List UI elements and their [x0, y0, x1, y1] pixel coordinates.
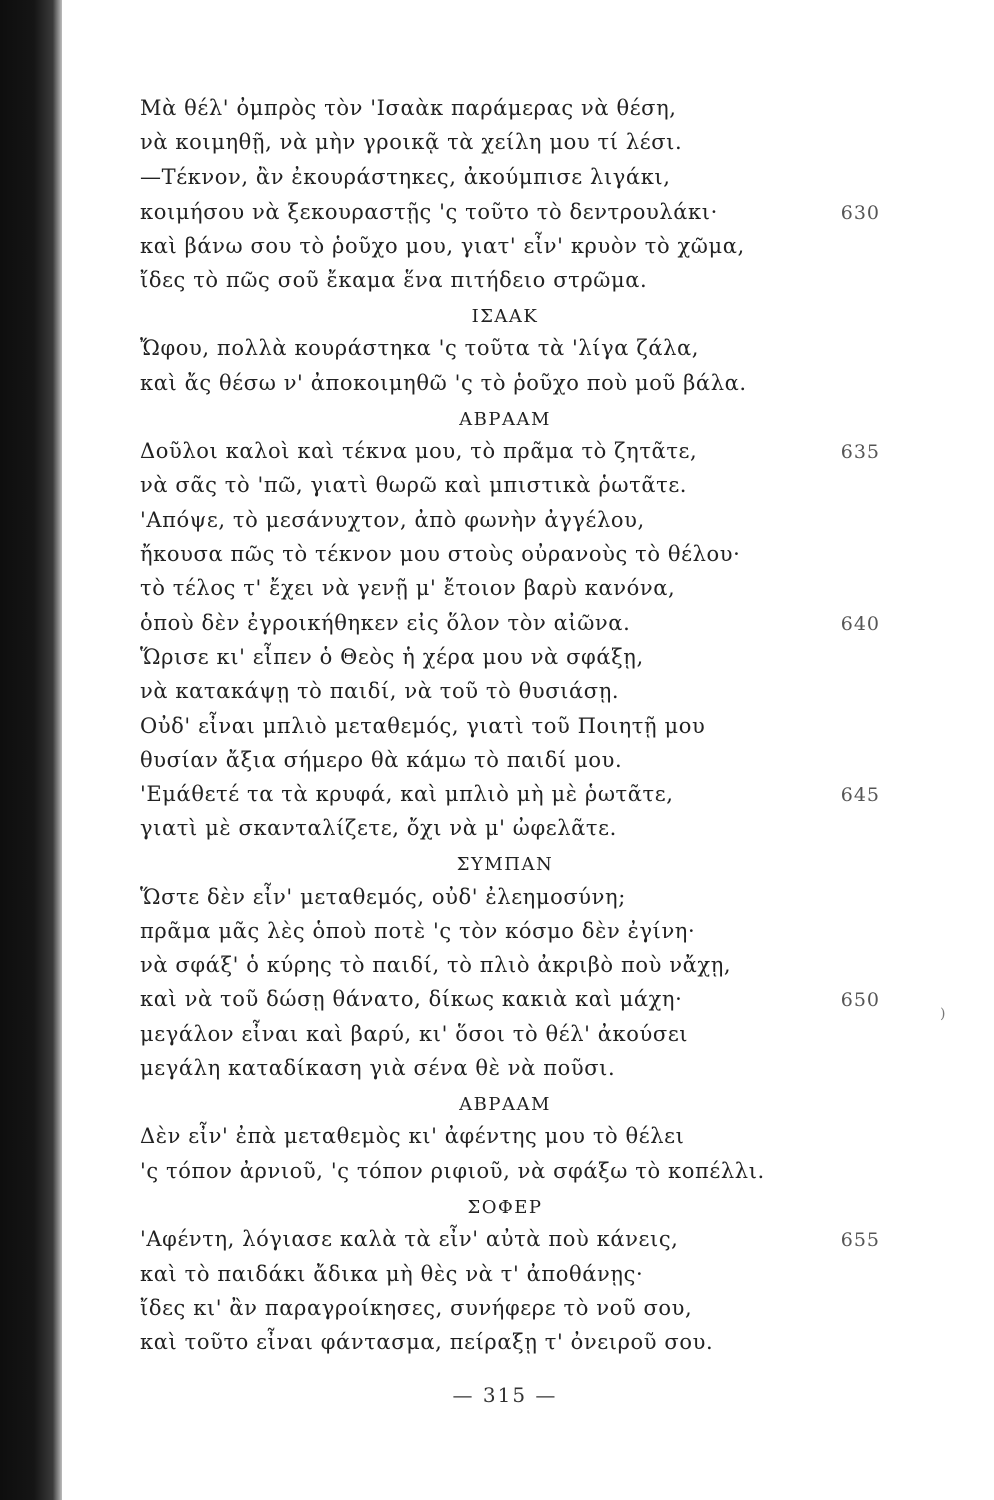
verse-line: ἴδες κι' ἂν παραγροίκησες, συνήφερε τὸ νοῦ σου,: [140, 1296, 693, 1320]
line-number: 650: [840, 989, 880, 1011]
line-number: 640: [840, 613, 880, 635]
verse-line: 'ς τόπον ἀρνιοῦ, 'ς τόπον ριφιοῦ, νὰ σφάξω τὸ κοπέλλι.: [140, 1159, 765, 1183]
speaker-name: ΣΟΦΕΡ: [467, 1197, 543, 1218]
verse-line: νὰ σφάξ' ὁ κύρης τὸ παιδί, τὸ πλιὸ ἀκριβὸ ποὺ νἄχῃ,: [140, 953, 732, 977]
verse-line: 'Απόψε, τὸ μεσάνυχτον, ἀπὸ φωνὴν ἀγγέλου,: [140, 508, 645, 532]
page-number: — 315 —: [452, 1383, 558, 1407]
margin-mark: ): [940, 1006, 946, 1022]
verse-line: θυσίαν ἄξια σήμερο θὰ κάμω τὸ παιδί μου.: [140, 748, 623, 772]
speaker-name: ΑΒΡΑΑΜ: [459, 1094, 551, 1115]
speaker-name: ΑΒΡΑΑΜ: [459, 409, 551, 430]
line-number: 635: [840, 441, 880, 463]
verse-line: Οὐδ' εἶναι μπλιὸ μεταθεμός, γιατὶ τοῦ Ποιητῇ μου: [140, 714, 706, 738]
verse-line: καὶ νὰ τοῦ δώσῃ θάνατο, δίκως κακιὰ καὶ μάχη·: [140, 987, 683, 1011]
verse-line: νὰ σᾶς τὸ 'πῶ, γιατὶ θωρῶ καὶ μπιστικὰ ῥωτᾶτε.: [140, 473, 688, 497]
verse-line: 'Εμάθετέ τα τὰ κρυφά, καὶ μπλιὸ μὴ μὲ ῥωτᾶτε,: [140, 782, 674, 806]
verse-line: ὁποὺ δὲν ἐγροικήθηκεν εἰς ὅλον τὸν αἰῶνα.: [140, 611, 631, 635]
verse-line: νὰ κοιμηθῇ, νὰ μὴν γροικᾷ τὰ χείλη μου τί λέσι.: [140, 130, 683, 154]
verse-line: ἤκουσα πῶς τὸ τέκνον μου στοὺς οὐρανοὺς τὸ θέλου·: [140, 542, 741, 566]
line-number: 645: [840, 784, 880, 806]
verse-line: γιατὶ μὲ σκανταλίζετε, ὄχι νὰ μ' ὠφελᾶτε.: [140, 816, 617, 840]
verse-line: πρᾶμα μᾶς λὲς ὁποὺ ποτὲ 'ς τὸν κόσμο δὲν ἐγίνη·: [140, 919, 696, 943]
verse-line: κοιμήσου νὰ ξεκουραστῇς 'ς τοῦτο τὸ δεντρουλάκι·: [140, 200, 718, 224]
verse-line: μεγάλον εἶναι καὶ βαρύ, κι' ὅσοι τὸ θέλ' ἀκούσει: [140, 1022, 689, 1046]
verse-line: μεγάλη καταδίκαση γιὰ σένα θὲ νὰ ποῦσι.: [140, 1056, 616, 1080]
verse-line: καὶ ἄς θέσω ν' ἀποκοιμηθῶ 'ς τὸ ῥοῦχο ποὺ μοῦ βάλα.: [140, 371, 747, 395]
line-number: 655: [840, 1229, 880, 1251]
verse-line: ἴδες τὸ πῶς σοῦ ἔκαμα ἕνα πιτήδειο στρῶμα.: [140, 268, 648, 292]
verse-line: νὰ κατακάψῃ τὸ παιδί, νὰ τοῦ τὸ θυσιάσῃ.: [140, 679, 620, 703]
verse-line: Ὤφου, πολλὰ κουράστηκα 'ς τοῦτα τὰ 'λίγα ζάλα,: [140, 336, 700, 360]
verse-line: καὶ τοῦτο εἶναι φάντασμα, πείραξῃ τ' ὀνειροῦ σου.: [140, 1330, 714, 1354]
verse-line: Δοῦλοι καλοὶ καὶ τέκνα μου, τὸ πρᾶμα τὸ ζητᾶτε,: [140, 439, 698, 463]
verse-line: καὶ τὸ παιδάκι ἄδικα μὴ θὲς νὰ τ' ἀποθάνῃς·: [140, 1262, 644, 1286]
verse-line: Ὥστε δὲν εἶν' μεταθεμός, οὐδ' ἐλεημοσύνη;: [140, 885, 626, 909]
verse-line: 'Αφέντη, λόγιασε καλὰ τὰ εἶν' αὐτὰ ποὺ κάνεις,: [140, 1227, 679, 1251]
verse-line: Μὰ θέλ' ὀμπρὸς τὸν 'Ισαὰκ παράμερας νὰ θέση,: [140, 96, 677, 120]
verse-line: Ὥρισε κι' εἶπεν ὁ Θεὸς ἡ χέρα μου νὰ σφάξῃ,: [140, 645, 644, 669]
verse-line: Δὲν εἶν' ἐπὰ μεταθεμὸς κι' ἀφέντης μου τὸ θέλει: [140, 1124, 685, 1148]
verse-line: καὶ βάνω σου τὸ ῥοῦχο μου, γιατ' εἶν' κρυὸν τὸ χῶμα,: [140, 234, 745, 258]
verse-line: τὸ τέλος τ' ἔχει νὰ γενῇ μ' ἔτοιον βαρὺ κανόνα,: [140, 576, 676, 600]
line-number: 630: [840, 202, 880, 224]
verse-line: —Τέκνον, ἂν ἐκουράστηκες, ἀκούμπισε λιγάκι,: [140, 165, 671, 189]
speaker-name: ΙΣΑΑΚ: [471, 306, 539, 327]
speaker-name: ΣΥΜΠΑΝ: [456, 854, 554, 875]
